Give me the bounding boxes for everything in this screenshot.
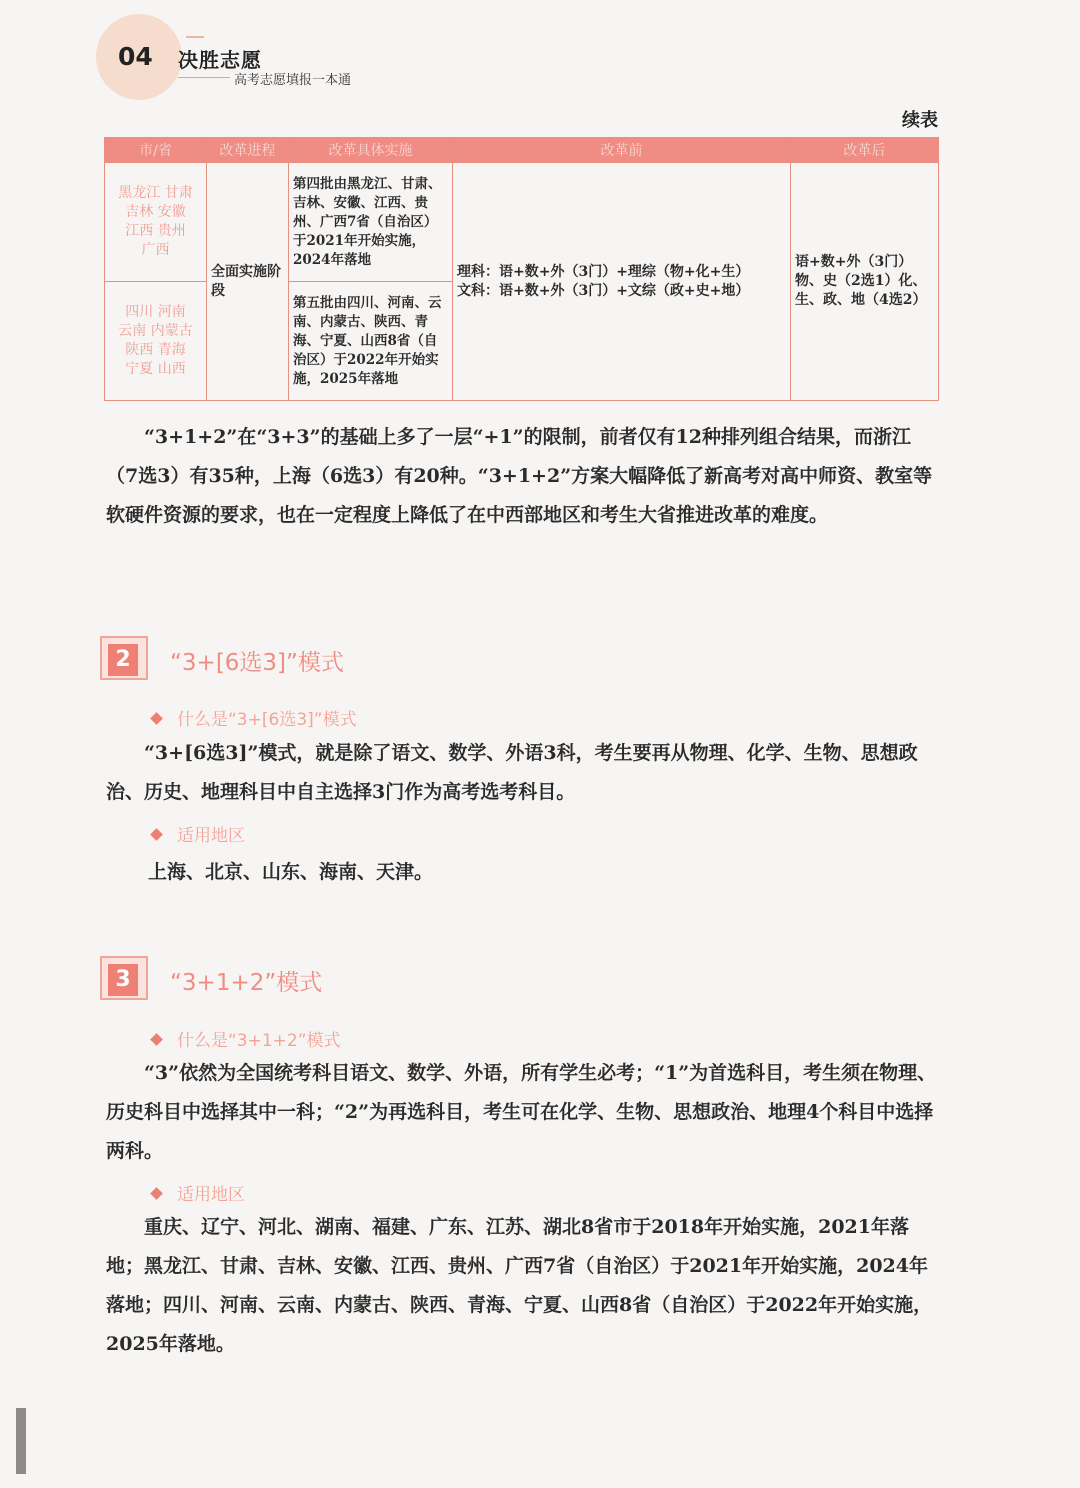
header-detail: 改革具体实施 xyxy=(289,138,453,163)
section-3-body-1: “3”依然为全国统考科目语文、数学、外语，所有学生必考；“1”为首选科目，考生须在物理、历史科目中选择其中一科；“2”为再选科目，考生可在化学、生物、思想政治、地理4个科目中选择两科。 xyxy=(106,1062,937,1162)
continued-label: 续表 xyxy=(902,110,938,131)
subhead-text: 什么是“3+1+2”模式 xyxy=(177,1031,341,1051)
province-cell xyxy=(105,163,207,282)
header-province: 市/省 xyxy=(105,138,207,163)
province-line: 宁夏 山西 xyxy=(125,361,186,377)
table-header-row xyxy=(105,138,939,163)
province-line: 四川 河南 xyxy=(125,304,186,320)
scan-edge-mark xyxy=(16,1408,26,1474)
after-cell: 语+数+外（3门）物、史（2选1）化、生、政、地（4选2） xyxy=(791,163,939,401)
header-after: 改革后 xyxy=(791,138,939,163)
province-line: 云南 内蒙古 xyxy=(118,323,193,339)
section-2-body-1: “3+[6选3]”模式，就是除了语文、数学、外语3科，考生要再从物理、化学、生物、思想政治、历史、地理科目中自主选择3门作为高考选考科目。 xyxy=(106,742,918,803)
detail-cell: 第四批由黑龙江、甘肃、吉林、安徽、江西、贵州、广西7省（自治区）于2021年开始实施，2024年落地 xyxy=(289,163,453,282)
section-2-title: “3+[6选3]”模式 xyxy=(170,650,344,676)
before-cell xyxy=(453,163,791,401)
subhead-text: 适用地区 xyxy=(177,1185,245,1205)
subhead-text: 适用地区 xyxy=(177,826,245,846)
header-rule xyxy=(178,77,230,78)
header-accent xyxy=(186,36,204,38)
table-row xyxy=(105,163,939,282)
section-3-number: 3 xyxy=(108,964,138,996)
diamond-icon xyxy=(150,828,163,841)
diamond-icon xyxy=(150,1187,163,1200)
chapter-number: 04 xyxy=(118,42,153,71)
intro-paragraph: “3+1+2”在“3+3”的基础上多了一层“+1”的限制，前者仅有12种排列组合结果，而浙江（7选3）有35种，上海（6选3）有20种。“3+1+2”方案大幅降低了新高考对高中师资、教室等软硬件资源的要求，也在一定程度上降低了在中西部地区和考生大省推进改革的难度。 xyxy=(106,426,933,526)
section-2-body-2: 上海、北京、山东、海南、天津。 xyxy=(148,861,434,883)
chapter-title: 决胜志愿 xyxy=(178,48,262,72)
reform-table xyxy=(104,137,939,401)
province-line: 黑龙江 甘肃 xyxy=(118,185,193,201)
section-3-body-2: 重庆、辽宁、河北、湖南、福建、广东、江苏、湖北8省市于2018年开始实施，2021年落地；黑龙江、甘肃、吉林、安徽、江西、贵州、广西7省（自治区）于2021年开始实施，2024年落地；四川、河南、云南、内蒙古、陕西、青海、宁夏、山西8省（自治区）于2022年开始实施，2025年落地。 xyxy=(106,1216,933,1355)
province-line: 江西 贵州 xyxy=(125,223,186,239)
section-3-subhead-2 xyxy=(152,1180,245,1205)
province-cell xyxy=(105,282,207,401)
stage-cell: 全面实施阶段 xyxy=(207,163,289,401)
province-line: 广西 xyxy=(141,242,170,258)
header-process: 改革进程 xyxy=(207,138,289,163)
header-before: 改革前 xyxy=(453,138,791,163)
diamond-icon xyxy=(150,712,163,725)
diamond-icon xyxy=(150,1033,163,1046)
section-2-subhead-2 xyxy=(152,821,245,846)
subhead-text: 什么是“3+[6选3]”模式 xyxy=(177,710,357,730)
section-3-title: “3+1+2”模式 xyxy=(170,970,323,996)
section-2-number: 2 xyxy=(108,644,138,676)
province-line: 吉林 安徽 xyxy=(125,204,186,220)
before-science: 理科：语+数+外（3门）+理综（物+化+生） xyxy=(457,263,750,280)
section-3-subhead-1 xyxy=(152,1026,341,1051)
chapter-subtitle: 高考志愿填报一本通 xyxy=(234,73,352,88)
province-line: 陕西 青海 xyxy=(125,342,186,358)
section-2-subhead-1 xyxy=(152,705,357,730)
before-arts: 文科：语+数+外（3门）+文综（政+史+地） xyxy=(457,282,750,299)
detail-cell: 第五批由四川、河南、云南、内蒙古、陕西、青海、宁夏、山西8省（自治区）于2022年开始实施，2025年落地 xyxy=(289,282,453,401)
